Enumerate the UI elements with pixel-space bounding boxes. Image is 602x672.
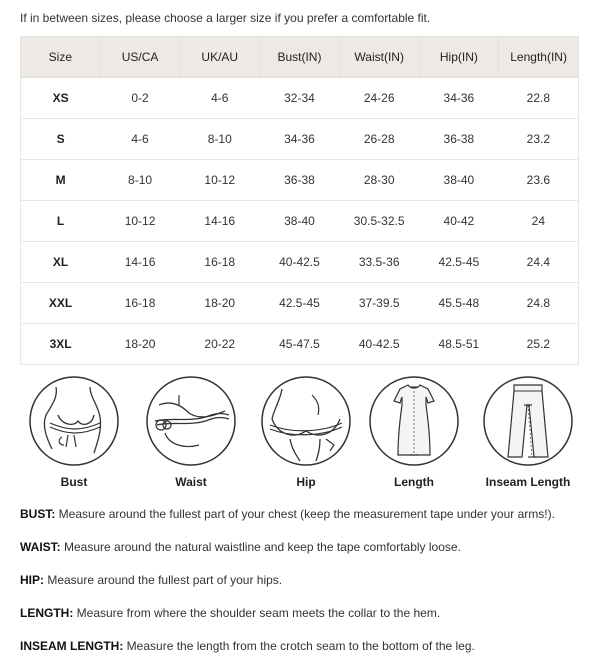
figure-label: Inseam Length xyxy=(485,475,571,489)
cell-bust: 34-36 xyxy=(260,119,340,160)
header-size: Size xyxy=(21,37,101,78)
cell-size: L xyxy=(21,201,101,242)
table-row xyxy=(21,242,579,283)
definition-text: Measure the length from the crotch seam to the bottom of the leg. xyxy=(123,639,475,653)
definition-bust xyxy=(20,507,590,540)
cell-length: 25.2 xyxy=(499,324,579,365)
cell-waist: 40-42.5 xyxy=(339,324,419,365)
cell-uk-au: 8-10 xyxy=(180,119,260,160)
cell-us-ca: 0-2 xyxy=(100,78,180,119)
cell-length: 23.6 xyxy=(499,160,579,201)
header-waist: Waist(IN) xyxy=(339,37,419,78)
table-row xyxy=(21,201,579,242)
cell-hip: 45.5-48 xyxy=(419,283,499,324)
cell-us-ca: 10-12 xyxy=(100,201,180,242)
bust-figure xyxy=(24,375,124,489)
cell-length: 24.8 xyxy=(499,283,579,324)
table-row xyxy=(21,324,579,365)
table-row xyxy=(21,283,579,324)
cell-waist: 24-26 xyxy=(339,78,419,119)
inseam-figure xyxy=(478,375,578,489)
cell-bust: 45-47.5 xyxy=(260,324,340,365)
cell-waist: 37-39.5 xyxy=(339,283,419,324)
cell-hip: 34-36 xyxy=(419,78,499,119)
cell-uk-au: 20-22 xyxy=(180,324,260,365)
hip-figure xyxy=(256,375,356,489)
definition-term: BUST: xyxy=(20,507,56,521)
definition-term: LENGTH: xyxy=(20,606,74,620)
cell-bust: 36-38 xyxy=(260,160,340,201)
cell-length: 23.2 xyxy=(499,119,579,160)
cell-length: 22.8 xyxy=(499,78,579,119)
pants-inseam-icon xyxy=(482,375,574,467)
definition-waist xyxy=(20,540,590,573)
definition-term: INSEAM LENGTH: xyxy=(20,639,124,653)
hip-measure-icon xyxy=(260,375,352,467)
measurement-guide xyxy=(0,375,602,490)
cell-waist: 33.5-36 xyxy=(339,242,419,283)
header-uk-au: UK/AU xyxy=(180,37,260,78)
measurement-definitions xyxy=(20,507,590,672)
cell-size: XS xyxy=(21,78,101,119)
cell-length: 24.4 xyxy=(499,242,579,283)
cell-size: XL xyxy=(21,242,101,283)
length-figure xyxy=(364,375,464,489)
cell-hip: 48.5-51 xyxy=(419,324,499,365)
cell-size: 3XL xyxy=(21,324,101,365)
cell-bust: 40-42.5 xyxy=(260,242,340,283)
cell-hip: 40-42 xyxy=(419,201,499,242)
table-row xyxy=(21,119,579,160)
definition-hip xyxy=(20,573,590,606)
cell-uk-au: 4-6 xyxy=(180,78,260,119)
cell-uk-au: 16-18 xyxy=(180,242,260,283)
fit-advice-text: If in between sizes, please choose a larger size if you prefer a comfortable fit. xyxy=(20,11,431,25)
cell-bust: 32-34 xyxy=(260,78,340,119)
cell-uk-au: 14-16 xyxy=(180,201,260,242)
bust-measure-icon xyxy=(28,375,120,467)
cell-us-ca: 16-18 xyxy=(100,283,180,324)
cell-us-ca: 8-10 xyxy=(100,160,180,201)
figure-label: Hip xyxy=(296,475,316,489)
cell-hip: 42.5-45 xyxy=(419,242,499,283)
table-header-row xyxy=(21,37,579,78)
cell-bust: 42.5-45 xyxy=(260,283,340,324)
figure-label: Length xyxy=(394,475,434,489)
cell-us-ca: 4-6 xyxy=(100,119,180,160)
header-us-ca: US/CA xyxy=(100,37,180,78)
cell-hip: 36-38 xyxy=(419,119,499,160)
cell-bust: 38-40 xyxy=(260,201,340,242)
cell-length: 24 xyxy=(499,201,579,242)
waist-figure xyxy=(141,375,241,489)
header-length: Length(IN) xyxy=(499,37,579,78)
cell-waist: 28-30 xyxy=(339,160,419,201)
header-bust: Bust(IN) xyxy=(260,37,340,78)
definition-text: Measure from where the shoulder seam meets the collar to the hem. xyxy=(73,606,441,620)
definition-text: Measure around the natural waistline and keep the tape comfortably loose. xyxy=(60,540,461,554)
dress-length-icon xyxy=(368,375,460,467)
size-chart-table xyxy=(20,36,579,365)
cell-uk-au: 10-12 xyxy=(180,160,260,201)
waist-measure-icon xyxy=(145,375,237,467)
definition-text: Measure around the fullest part of your chest (keep the measurement tape under your arms!). xyxy=(55,507,555,521)
cell-size: XXL xyxy=(21,283,101,324)
table-row xyxy=(21,78,579,119)
definition-term: WAIST: xyxy=(20,540,61,554)
definition-term: HIP: xyxy=(20,573,44,587)
figure-label: Waist xyxy=(175,475,207,489)
table-row xyxy=(21,160,579,201)
definition-inseam xyxy=(20,639,590,672)
definition-text: Measure around the fullest part of your hips. xyxy=(44,573,283,587)
cell-waist: 30.5-32.5 xyxy=(339,201,419,242)
cell-hip: 38-40 xyxy=(419,160,499,201)
cell-us-ca: 14-16 xyxy=(100,242,180,283)
cell-us-ca: 18-20 xyxy=(100,324,180,365)
definition-length xyxy=(20,606,590,639)
cell-waist: 26-28 xyxy=(339,119,419,160)
figure-label: Bust xyxy=(60,475,88,489)
cell-uk-au: 18-20 xyxy=(180,283,260,324)
cell-size: M xyxy=(21,160,101,201)
cell-size: S xyxy=(21,119,101,160)
header-hip: Hip(IN) xyxy=(419,37,499,78)
